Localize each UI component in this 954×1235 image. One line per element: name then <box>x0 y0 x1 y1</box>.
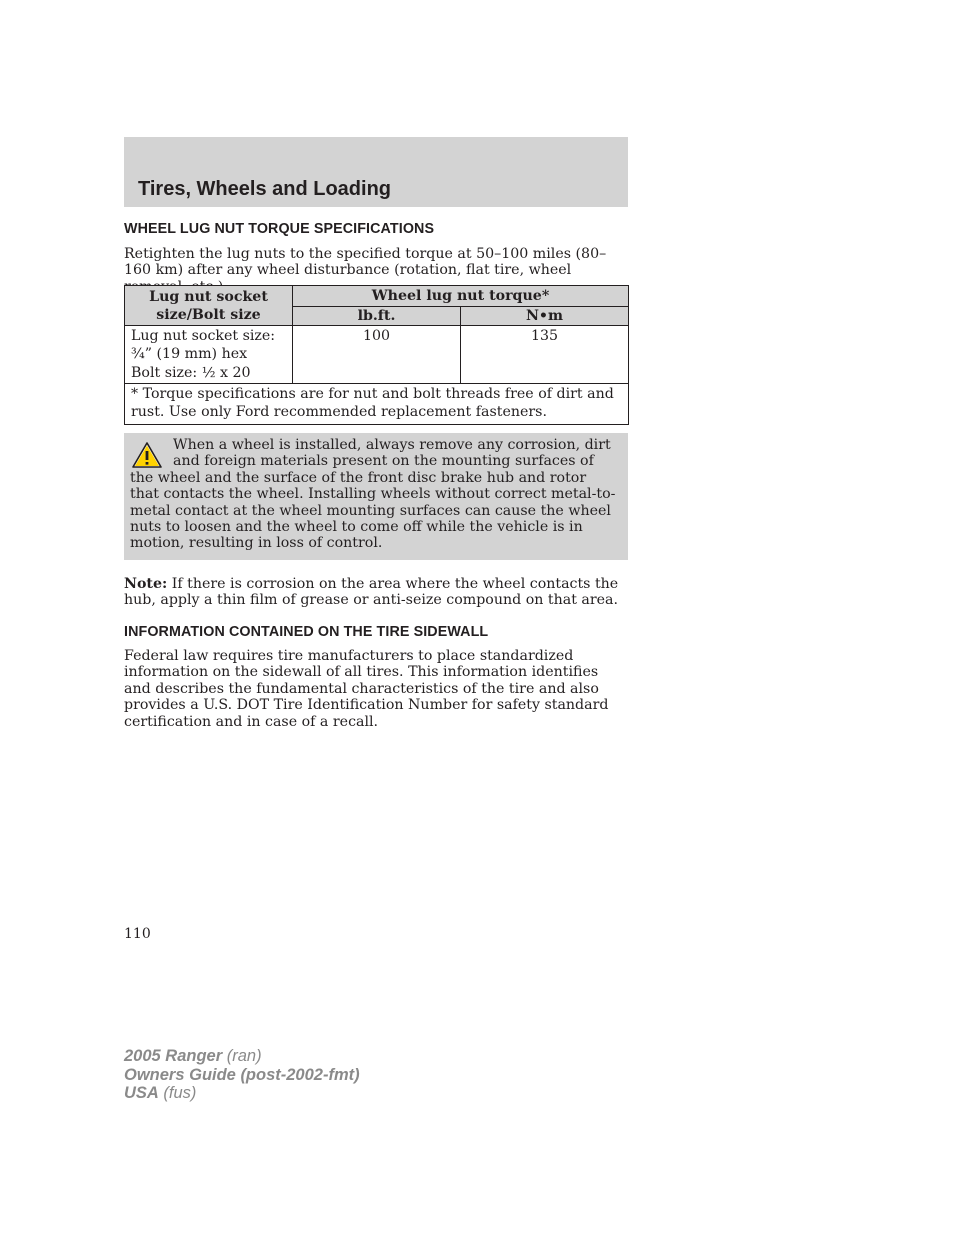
section-title: Tires, Wheels and Loading <box>138 178 392 200</box>
note-text: If there is corrosion on the area where the wheel contacts the hub, apply a thin film of grease or anti-seize compound on that area. <box>124 576 619 609</box>
warning-text-block <box>130 437 617 552</box>
footer-market: USA <box>124 1084 159 1102</box>
socket-size-line: Lug nut socket size: <box>131 328 276 344</box>
retighten-paragraph: Retighten the lug nuts to the specified torque at 50–100 miles (80–160 km) after any wheel disturbance (rotation, flat tire, wheel <box>124 246 607 279</box>
note-label: Note: <box>124 576 168 592</box>
footer-model-code: (ran) <box>222 1047 262 1065</box>
table-footnote: * Torque specifications are for nut and bolt threads free of dirt and rust. Use only Ford recommended replacement fasteners. <box>125 384 629 425</box>
footer-market-code: (fus) <box>158 1084 197 1102</box>
bolt-size-line: Bolt size: ½ x 20 <box>131 364 251 381</box>
warning-text: When a wheel is installed, always remove any corrosion, dirt and foreign materials present on the mounting surfaces of the wheel and the surface of the front disc brake hub and rotor that contacts the wheel. Installing wheels without correct metal-to-metal contact at the wheel mounting surfaces can cause the wheel nuts to loosen and the wheel to come off while the vehicle is in motion, resulting in loss of control. <box>130 437 616 552</box>
torque-nm-value: 135 <box>461 326 629 384</box>
tire-sidewall-heading: INFORMATION CONTAINED ON THE TIRE SIDEWALL <box>124 624 489 640</box>
section-header-band <box>124 137 628 207</box>
footer-model: 2005 Ranger <box>124 1047 223 1065</box>
torque-header: Wheel lug nut torque* <box>293 286 629 307</box>
footer-guide: Owners Guide (post-2002-fmt) <box>124 1065 360 1084</box>
torque-lbft-value: 100 <box>293 326 461 384</box>
socket-size-header: Lug nut socket size/Bolt size <box>125 286 293 326</box>
socket-size-cell <box>125 326 293 384</box>
page-number: 110 <box>124 926 151 942</box>
hex-size-line: ¾” (19 mm) hex <box>131 346 248 363</box>
warning-box <box>124 433 628 560</box>
document-footer <box>124 1047 360 1103</box>
unit-nm-header: N•m <box>461 307 629 326</box>
lug-nut-torque-table <box>124 285 629 425</box>
note-paragraph <box>124 576 628 609</box>
sidewall-paragraph: Federal law requires tire manufacturers to place standardized information on the sidewall of all tires. This information identifies and describes the fundamental characteristics of the tire and also provides a U.S. DOT Tire Identification Number for safety standard certification and in case of a recall. <box>124 648 609 730</box>
lug-nut-torque-heading: WHEEL LUG NUT TORQUE SPECIFICATIONS <box>124 221 435 237</box>
unit-lbft-header: lb.ft. <box>293 307 461 326</box>
table-row <box>125 326 629 384</box>
